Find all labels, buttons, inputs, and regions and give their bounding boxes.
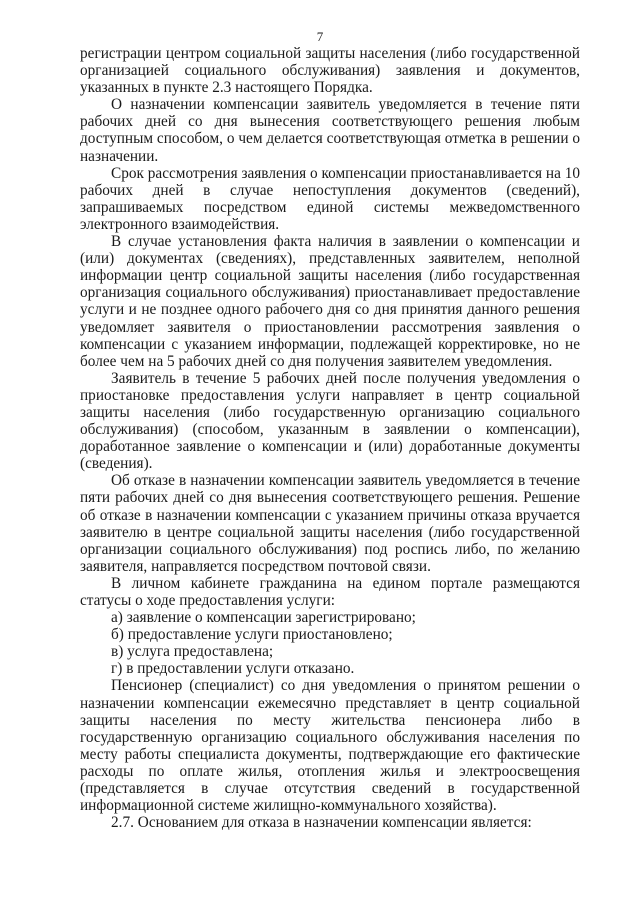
- paragraph-incomplete-information: В случае установления факта наличия в заявлении о компенсации и (или) документах (сведениях), представленных заявителем, неполной информации центр социальной защиты населения (либо государственная организация социального обслуживания) приостанавливает предоставление услуги и не позднее одного рабочего дня со дня принятия данного решения уведомляет заявителя о приостановлении рассмотрения заявления о компенсации с указанием информации, подлежащей корректировке, но не более чем на 5 рабочих дней со дня получения заявителем уведомления.: [80, 233, 580, 370]
- status-item-refused: г) в предоставлении услуги отказано.: [111, 660, 355, 678]
- document-body: [80, 45, 580, 831]
- paragraph-revised-application: Заявитель в течение 5 рабочих дней после получения уведомления о приостановке предоставления услуги направляет в центр социальной защиты населения (либо государственную организацию социального обслуживания) (способом, указанным в заявлении о компенсации), доработанное заявление о компенсации и (или) доработанные документы (сведения).: [80, 369, 580, 473]
- paragraph-portal-statuses: В личном кабинете гражданина на едином портале размещаются статусы о ходе предоставления услуги:: [80, 574, 580, 609]
- paragraph-monthly-documents: Пенсионер (специалист) со дня уведомления о принятом решении о назначении компенсации ежемесячно представляет в центр социальной защиты населения по месту жительства пенсионера либо в государственную организацию социального обслуживания населения по месту работы специалиста документы, подтверждающие его фактические расходы по оплате жилья, отопления жилья и электроосвещения (представляется в случае отсутствия сведений в государственной информационной системе жилищно-коммунального хозяйства).: [80, 677, 580, 815]
- paragraph-grounds-for-refusal: 2.7. Основанием для отказа в назначении компенсации является:: [111, 814, 532, 832]
- paragraph-review-suspension-term: Срок рассмотрения заявления о компенсации приостанавливается на 10 рабочих дней в случае непоступления документов (сведений), запрашиваемых посредством единой системы межведомственного электронного взаимодействия.: [80, 164, 580, 233]
- page-number: 7: [316, 29, 324, 44]
- paragraph-refusal-notification: Об отказе в назначении компенсации заявитель уведомляется в течение пяти рабочих дней со дня вынесения соответствующего решения. Решение об отказе в назначении компенсации с указанием причины отказа вручается заявителю в центре социальной защиты населения (либо государственной организации социального обслуживания) под роспись либо, по желанию заявителя, направляется посредством почтовой связи.: [80, 472, 580, 575]
- status-item-provided: в) услуга предоставлена;: [111, 643, 274, 661]
- status-item-registered: а) заявление о компенсации зарегистрировано;: [111, 609, 416, 627]
- paragraph-notification-of-assignment: О назначении компенсации заявитель уведомляется в течение пяти рабочих дней со дня вынесения соответствующего решения любым доступным способом, о чем делается соответствующая отметка в решении о назначении.: [80, 96, 580, 165]
- status-item-suspended: б) предоставление услуги приостановлено;: [111, 626, 393, 644]
- paragraph-registration-continued: регистрации центром социальной защиты населения (либо государственной организацией социального обслуживания) заявления и документов, указанных в пункте 2.3 настоящего Порядка.: [80, 45, 580, 97]
